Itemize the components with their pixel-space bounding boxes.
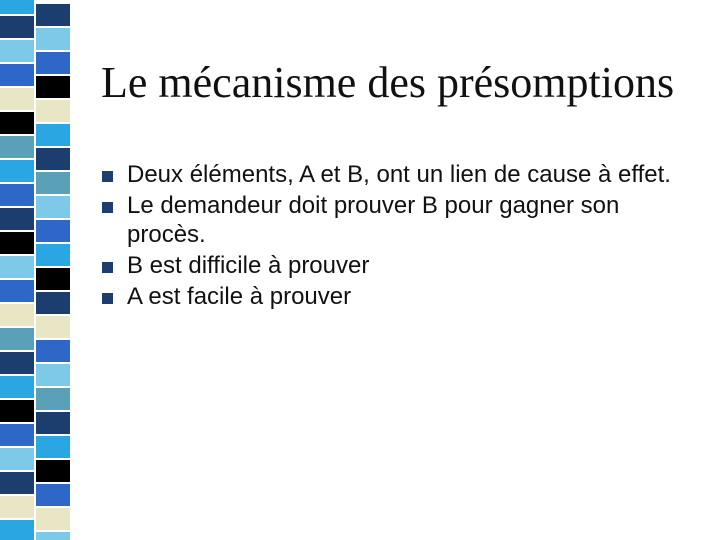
- decorative-brick: [0, 520, 34, 540]
- decorative-brick: [36, 460, 70, 482]
- decorative-brick: [0, 232, 34, 254]
- decorative-brick: [36, 484, 70, 506]
- decorative-brick: [0, 256, 34, 278]
- bullet-list: [100, 160, 700, 313]
- decorative-brick: [36, 316, 70, 338]
- square-bullet-icon: [102, 202, 113, 213]
- bullet-text: B est difficile à prouver: [127, 252, 370, 279]
- decorative-brick: [0, 448, 34, 470]
- decorative-brick: [36, 100, 70, 122]
- decorative-brick: [36, 28, 70, 50]
- bullet-text: Deux éléments, A et B, ont un lien de cause à effet.: [127, 161, 671, 188]
- decorative-brick: [0, 64, 34, 86]
- decorative-brick: [0, 400, 34, 422]
- bullet-item: [100, 251, 700, 280]
- decorative-brick: [0, 208, 34, 230]
- brick-column-left: [0, 0, 34, 540]
- decorative-brick: [36, 508, 70, 530]
- decorative-brick: [36, 76, 70, 98]
- decorative-brick: [36, 364, 70, 386]
- decorative-brick: [0, 40, 34, 62]
- decorative-brick: [36, 124, 70, 146]
- decorative-brick: [36, 52, 70, 74]
- decorative-brick: [36, 340, 70, 362]
- decorative-brick: [0, 0, 34, 14]
- decorative-brick: [0, 16, 34, 38]
- brick-column-right: [36, 0, 70, 540]
- decorative-brick: [36, 4, 70, 26]
- decorative-brick: [36, 412, 70, 434]
- decorative-brick: [0, 328, 34, 350]
- decorative-brick: [0, 376, 34, 398]
- decorative-brick: [0, 424, 34, 446]
- decorative-brick: [0, 160, 34, 182]
- decorative-brick: [36, 220, 70, 242]
- decorative-brick: [0, 496, 34, 518]
- bullet-text: A est facile à prouver: [127, 283, 352, 310]
- decorative-brick: [0, 280, 34, 302]
- bullet-text: Le demandeur doit prouver B pour gagner son procès.: [127, 192, 620, 248]
- decorative-brick: [36, 268, 70, 290]
- decorative-brick: [36, 172, 70, 194]
- slide-title: Le mécanisme des présomptions: [101, 58, 675, 107]
- decorative-brick: [36, 436, 70, 458]
- decorative-brick: [0, 472, 34, 494]
- decorative-brick: [36, 292, 70, 314]
- decorative-brick: [36, 532, 70, 540]
- square-bullet-icon: [102, 171, 113, 182]
- decorative-brick: [0, 88, 34, 110]
- decorative-brick: [36, 196, 70, 218]
- decorative-brick: [0, 304, 34, 326]
- square-bullet-icon: [102, 293, 113, 304]
- decorative-brick: [0, 136, 34, 158]
- decorative-brick-strip: [0, 0, 70, 540]
- decorative-brick: [36, 388, 70, 410]
- decorative-brick: [0, 112, 34, 134]
- bullet-item: [100, 282, 700, 311]
- bullet-item: [100, 160, 700, 189]
- bullet-item: [100, 191, 700, 249]
- square-bullet-icon: [102, 262, 113, 273]
- decorative-brick: [36, 244, 70, 266]
- decorative-brick: [0, 352, 34, 374]
- decorative-brick: [36, 148, 70, 170]
- decorative-brick: [0, 184, 34, 206]
